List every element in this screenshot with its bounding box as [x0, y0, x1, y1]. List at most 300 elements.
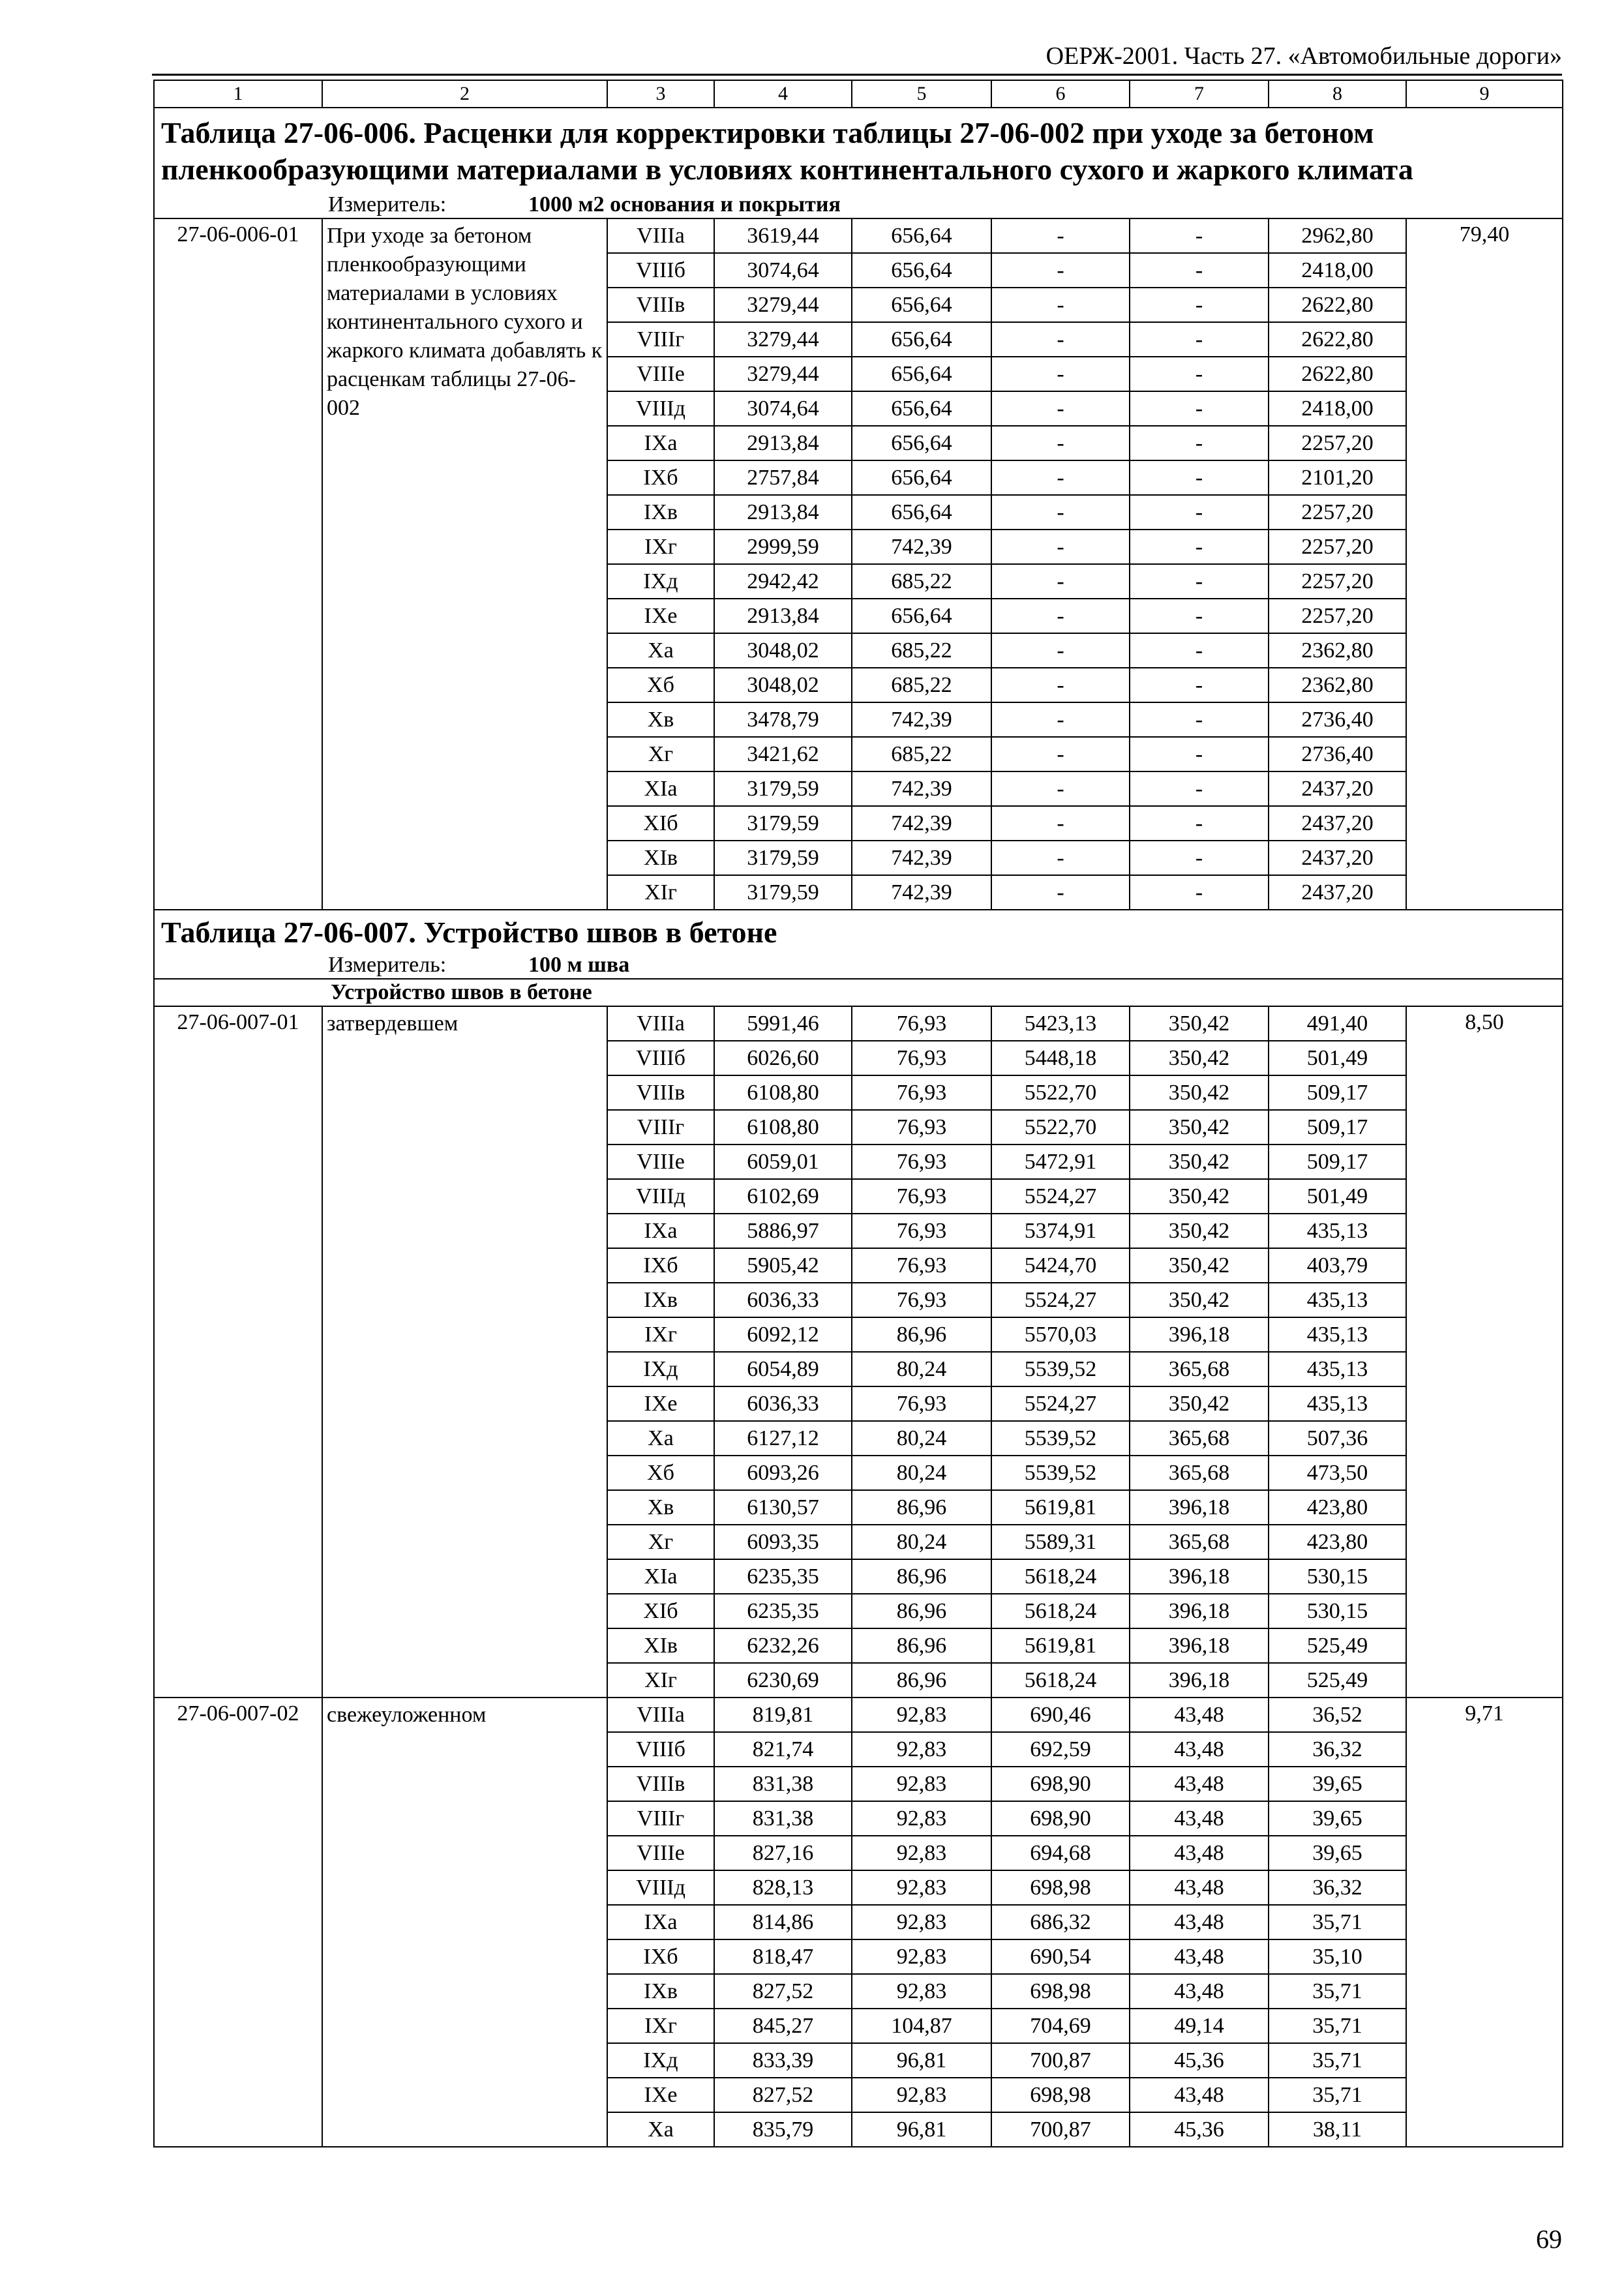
zone-cell: IXв	[607, 495, 714, 530]
table-007-title-row	[154, 910, 1563, 952]
zone-cell: IXе	[607, 599, 714, 633]
value-cell: 435,13	[1269, 1214, 1406, 1248]
value-cell: -	[991, 253, 1130, 288]
value-cell: 2362,80	[1269, 668, 1406, 702]
value-cell: 76,93	[852, 1214, 991, 1248]
measure-value: 1000 м2 основания и покрытия	[528, 192, 841, 217]
value-cell: 3048,02	[714, 668, 852, 702]
zone-cell: Xа	[607, 1421, 714, 1456]
value-cell: 694,68	[991, 1836, 1130, 1870]
value-cell: 5539,52	[991, 1456, 1130, 1490]
zone-cell: Xа	[607, 633, 714, 668]
table-006-title-row	[154, 108, 1563, 192]
value-cell: 656,64	[852, 426, 991, 460]
value-cell: -	[1130, 737, 1269, 771]
col9-value: 79,40	[1406, 218, 1563, 910]
value-cell: 2999,59	[714, 530, 852, 564]
value-cell: 92,83	[852, 1732, 991, 1767]
rate-description: свежеуложенном	[322, 1698, 607, 2147]
zone-cell: VIIIб	[607, 1041, 714, 1075]
zone-cell: VIIIа	[607, 1698, 714, 1732]
value-cell: -	[991, 771, 1130, 806]
value-cell: 92,83	[852, 1905, 991, 1939]
value-cell: -	[991, 460, 1130, 495]
value-cell: 530,15	[1269, 1559, 1406, 1594]
value-cell: 43,48	[1130, 1836, 1269, 1870]
value-cell: 473,50	[1269, 1456, 1406, 1490]
value-cell: -	[991, 218, 1130, 253]
value-cell: 35,71	[1269, 2078, 1406, 2112]
value-cell: 96,81	[852, 2043, 991, 2078]
value-cell: 5424,70	[991, 1248, 1130, 1283]
value-cell: -	[1130, 495, 1269, 530]
value-cell: -	[991, 841, 1130, 875]
value-cell: 2257,20	[1269, 530, 1406, 564]
value-cell: 819,81	[714, 1698, 852, 1732]
value-cell: 350,42	[1130, 1075, 1269, 1110]
value-cell: 350,42	[1130, 1386, 1269, 1421]
value-cell: 76,93	[852, 1075, 991, 1110]
value-cell: 2257,20	[1269, 599, 1406, 633]
value-cell: 435,13	[1269, 1283, 1406, 1317]
value-cell: 36,32	[1269, 1870, 1406, 1905]
value-cell: 742,39	[852, 702, 991, 737]
value-cell: 2757,84	[714, 460, 852, 495]
value-cell: 742,39	[852, 771, 991, 806]
value-cell: 700,87	[991, 2112, 1130, 2147]
value-cell: 350,42	[1130, 1006, 1269, 1041]
value-cell: 2913,84	[714, 495, 852, 530]
value-cell: 2437,20	[1269, 875, 1406, 910]
value-cell: 43,48	[1130, 1905, 1269, 1939]
value-cell: 2437,20	[1269, 806, 1406, 841]
value-cell: 656,64	[852, 357, 991, 391]
value-cell: 76,93	[852, 1283, 991, 1317]
zone-cell: IXе	[607, 1386, 714, 1421]
value-cell: -	[1130, 599, 1269, 633]
value-cell: 501,49	[1269, 1179, 1406, 1214]
value-cell: -	[991, 495, 1130, 530]
zone-cell: IXг	[607, 1317, 714, 1352]
zone-cell: VIIIа	[607, 218, 714, 253]
value-cell: 509,17	[1269, 1075, 1406, 1110]
value-cell: 698,90	[991, 1767, 1130, 1801]
value-cell: 5524,27	[991, 1179, 1130, 1214]
zone-cell: VIIIе	[607, 1144, 714, 1179]
value-cell: 423,80	[1269, 1525, 1406, 1559]
value-cell: 3179,59	[714, 875, 852, 910]
value-cell: 6059,01	[714, 1144, 852, 1179]
value-cell: 39,65	[1269, 1767, 1406, 1801]
value-cell: 3074,64	[714, 253, 852, 288]
value-cell: 835,79	[714, 2112, 852, 2147]
value-cell: -	[1130, 322, 1269, 357]
value-cell: 2257,20	[1269, 426, 1406, 460]
value-cell: 396,18	[1130, 1490, 1269, 1525]
value-cell: 3279,44	[714, 288, 852, 322]
value-cell: 6054,89	[714, 1352, 852, 1386]
value-cell: -	[1130, 530, 1269, 564]
zone-cell: Xв	[607, 702, 714, 737]
value-cell: 685,22	[852, 668, 991, 702]
value-cell: -	[991, 426, 1130, 460]
value-cell: -	[1130, 668, 1269, 702]
value-cell: 5374,91	[991, 1214, 1130, 1248]
value-cell: 742,39	[852, 875, 991, 910]
value-cell: 5448,18	[991, 1041, 1130, 1075]
header-rule	[152, 74, 1562, 76]
value-cell: 685,22	[852, 633, 991, 668]
value-cell: 656,64	[852, 391, 991, 426]
value-cell: 698,98	[991, 2078, 1130, 2112]
value-cell: 92,83	[852, 1698, 991, 1732]
section-heading: Устройство швов в бетоне	[154, 979, 1563, 1006]
value-cell: -	[1130, 253, 1269, 288]
zone-cell: XIб	[607, 1594, 714, 1628]
value-cell: 92,83	[852, 1870, 991, 1905]
value-cell: 35,10	[1269, 1939, 1406, 1974]
zone-cell: VIIIв	[607, 1767, 714, 1801]
value-cell: 818,47	[714, 1939, 852, 1974]
value-cell: 698,90	[991, 1801, 1130, 1836]
zone-cell: VIIIа	[607, 1006, 714, 1041]
measure-label: Измеритель:	[328, 192, 447, 217]
value-cell: 80,24	[852, 1421, 991, 1456]
value-cell: 690,54	[991, 1939, 1130, 1974]
value-cell: 509,17	[1269, 1110, 1406, 1144]
rate-code: 27-06-007-02	[154, 1698, 322, 2147]
value-cell: 3478,79	[714, 702, 852, 737]
value-cell: -	[991, 806, 1130, 841]
value-cell: 365,68	[1130, 1352, 1269, 1386]
value-cell: 6235,35	[714, 1594, 852, 1628]
value-cell: 5522,70	[991, 1110, 1130, 1144]
value-cell: 2622,80	[1269, 288, 1406, 322]
value-cell: 35,71	[1269, 2043, 1406, 2078]
value-cell: 2257,20	[1269, 564, 1406, 599]
page-number: 69	[1536, 2224, 1562, 2254]
value-cell: 43,48	[1130, 2078, 1269, 2112]
rates-table	[153, 80, 1563, 2147]
value-cell: 6026,60	[714, 1041, 852, 1075]
value-cell: 6093,26	[714, 1456, 852, 1490]
column-number: 3	[607, 80, 714, 108]
zone-cell: XIг	[607, 875, 714, 910]
value-cell: 76,93	[852, 1386, 991, 1421]
value-cell: -	[1130, 391, 1269, 426]
value-cell: 92,83	[852, 1939, 991, 1974]
running-header: ОЕРЖ-2001. Часть 27. «Автомобильные дороги»	[1045, 42, 1562, 70]
value-cell: 350,42	[1130, 1179, 1269, 1214]
value-cell: 43,48	[1130, 1870, 1269, 1905]
value-cell: -	[991, 875, 1130, 910]
value-cell: 35,71	[1269, 1974, 1406, 2009]
value-cell: 742,39	[852, 806, 991, 841]
zone-cell: IXб	[607, 1248, 714, 1283]
value-cell: 6102,69	[714, 1179, 852, 1214]
value-cell: 5991,46	[714, 1006, 852, 1041]
value-cell: -	[991, 530, 1130, 564]
value-cell: 43,48	[1130, 1767, 1269, 1801]
value-cell: 656,64	[852, 322, 991, 357]
value-cell: 742,39	[852, 530, 991, 564]
value-cell: 2913,84	[714, 426, 852, 460]
zone-cell: IXа	[607, 426, 714, 460]
value-cell: 2437,20	[1269, 771, 1406, 806]
value-cell: 827,16	[714, 1836, 852, 1870]
value-cell: 530,15	[1269, 1594, 1406, 1628]
value-cell: -	[991, 391, 1130, 426]
value-cell: 833,39	[714, 2043, 852, 2078]
value-cell: 92,83	[852, 1974, 991, 2009]
value-cell: 76,93	[852, 1006, 991, 1041]
table-007-measure	[154, 952, 1563, 979]
value-cell: -	[1130, 702, 1269, 737]
value-cell: 3421,62	[714, 737, 852, 771]
value-cell: 698,98	[991, 1974, 1130, 2009]
table-row	[154, 218, 1563, 253]
value-cell: 5539,52	[991, 1421, 1130, 1456]
value-cell: -	[1130, 875, 1269, 910]
value-cell: 396,18	[1130, 1628, 1269, 1663]
value-cell: 43,48	[1130, 1732, 1269, 1767]
value-cell: 76,93	[852, 1179, 991, 1214]
value-cell: 2418,00	[1269, 253, 1406, 288]
value-cell: 350,42	[1130, 1214, 1269, 1248]
value-cell: 6232,26	[714, 1628, 852, 1663]
value-cell: 76,93	[852, 1110, 991, 1144]
column-number: 2	[322, 80, 607, 108]
zone-cell: IXд	[607, 1352, 714, 1386]
value-cell: 3279,44	[714, 322, 852, 357]
zone-cell: Xг	[607, 1525, 714, 1559]
measure-label: Измеритель:	[328, 953, 447, 977]
value-cell: 80,24	[852, 1352, 991, 1386]
value-cell: 6108,80	[714, 1110, 852, 1144]
value-cell: 435,13	[1269, 1352, 1406, 1386]
value-cell: 509,17	[1269, 1144, 1406, 1179]
value-cell: 501,49	[1269, 1041, 1406, 1075]
value-cell: 350,42	[1130, 1248, 1269, 1283]
value-cell: 6036,33	[714, 1386, 852, 1421]
value-cell: 5524,27	[991, 1386, 1130, 1421]
value-cell: 6108,80	[714, 1075, 852, 1110]
value-cell: -	[1130, 288, 1269, 322]
zone-cell: VIIIд	[607, 1870, 714, 1905]
value-cell: 2962,80	[1269, 218, 1406, 253]
value-cell: 3179,59	[714, 806, 852, 841]
rate-code: 27-06-007-01	[154, 1006, 322, 1698]
value-cell: 96,81	[852, 2112, 991, 2147]
value-cell: 92,83	[852, 2078, 991, 2112]
value-cell: -	[991, 702, 1130, 737]
value-cell: 507,36	[1269, 1421, 1406, 1456]
value-cell: 2622,80	[1269, 357, 1406, 391]
value-cell: 49,14	[1130, 2009, 1269, 2043]
value-cell: 396,18	[1130, 1559, 1269, 1594]
table-006-measure	[154, 192, 1563, 218]
value-cell: -	[991, 737, 1130, 771]
value-cell: 3279,44	[714, 357, 852, 391]
value-cell: 704,69	[991, 2009, 1130, 2043]
zone-cell: XIв	[607, 1628, 714, 1663]
value-cell: 656,64	[852, 460, 991, 495]
value-cell: 827,52	[714, 1974, 852, 2009]
value-cell: 5618,24	[991, 1559, 1130, 1594]
value-cell: 36,32	[1269, 1732, 1406, 1767]
zone-cell: XIб	[607, 806, 714, 841]
value-cell: 86,96	[852, 1559, 991, 1594]
value-cell: -	[1130, 633, 1269, 668]
value-cell: -	[991, 633, 1130, 668]
value-cell: -	[991, 322, 1130, 357]
column-number: 1	[154, 80, 322, 108]
value-cell: 396,18	[1130, 1317, 1269, 1352]
value-cell: 38,11	[1269, 2112, 1406, 2147]
value-cell: 80,24	[852, 1525, 991, 1559]
zone-cell: Xа	[607, 2112, 714, 2147]
value-cell: 5589,31	[991, 1525, 1130, 1559]
value-cell: 821,74	[714, 1732, 852, 1767]
value-cell: 43,48	[1130, 1801, 1269, 1836]
value-cell: 690,46	[991, 1698, 1130, 1732]
value-cell: -	[1130, 357, 1269, 391]
zone-cell: IXб	[607, 460, 714, 495]
value-cell: 686,32	[991, 1905, 1130, 1939]
value-cell: 2362,80	[1269, 633, 1406, 668]
zone-cell: IXв	[607, 1974, 714, 2009]
table-row	[154, 1006, 1563, 1041]
value-cell: 5522,70	[991, 1075, 1130, 1110]
value-cell: 396,18	[1130, 1594, 1269, 1628]
value-cell: 700,87	[991, 2043, 1130, 2078]
value-cell: 692,59	[991, 1732, 1130, 1767]
zone-cell: VIIIд	[607, 391, 714, 426]
value-cell: 831,38	[714, 1801, 852, 1836]
zone-cell: VIIIб	[607, 253, 714, 288]
value-cell: 827,52	[714, 2078, 852, 2112]
value-cell: 80,24	[852, 1456, 991, 1490]
value-cell: 491,40	[1269, 1006, 1406, 1041]
value-cell: -	[1130, 841, 1269, 875]
value-cell: -	[1130, 806, 1269, 841]
zone-cell: Xг	[607, 737, 714, 771]
value-cell: 45,36	[1130, 2112, 1269, 2147]
zone-cell: Xб	[607, 668, 714, 702]
value-cell: 35,71	[1269, 1905, 1406, 1939]
table-006-title: Таблица 27-06-006. Расценки для корректировки таблицы 27-06-002 при уходе за бетоном пленкообразующими материалами в условиях континентального сухого и жаркого климата	[154, 108, 1563, 192]
value-cell: 36,52	[1269, 1698, 1406, 1732]
value-cell: 6230,69	[714, 1663, 852, 1698]
zone-cell: VIIIв	[607, 288, 714, 322]
value-cell: 350,42	[1130, 1283, 1269, 1317]
value-cell: 5619,81	[991, 1628, 1130, 1663]
zone-cell: XIа	[607, 771, 714, 806]
value-cell: 435,13	[1269, 1317, 1406, 1352]
value-cell: 2101,20	[1269, 460, 1406, 495]
zone-cell: XIа	[607, 1559, 714, 1594]
value-cell: 435,13	[1269, 1386, 1406, 1421]
value-cell: 39,65	[1269, 1801, 1406, 1836]
value-cell: 5472,91	[991, 1144, 1130, 1179]
measure-value: 100 м шва	[528, 953, 630, 977]
value-cell: 76,93	[852, 1248, 991, 1283]
zone-cell: VIIIе	[607, 357, 714, 391]
zone-cell: IXв	[607, 1283, 714, 1317]
value-cell: 5618,24	[991, 1663, 1130, 1698]
value-cell: 350,42	[1130, 1110, 1269, 1144]
value-cell: 831,38	[714, 1767, 852, 1801]
table-row	[154, 1698, 1563, 1732]
value-cell: 86,96	[852, 1490, 991, 1525]
value-cell: 3074,64	[714, 391, 852, 426]
value-cell: -	[1130, 218, 1269, 253]
value-cell: 76,93	[852, 1144, 991, 1179]
zone-cell: IXд	[607, 2043, 714, 2078]
value-cell: 742,39	[852, 841, 991, 875]
value-cell: 2437,20	[1269, 841, 1406, 875]
rate-code: 27-06-006-01	[154, 218, 322, 910]
column-numbers-row	[154, 80, 1563, 108]
value-cell: 6127,12	[714, 1421, 852, 1456]
zone-cell: IXг	[607, 530, 714, 564]
value-cell: 92,83	[852, 1801, 991, 1836]
table-006-measure-row	[154, 192, 1563, 218]
table-007-title: Таблица 27-06-007. Устройство швов в бетоне	[154, 910, 1563, 952]
zone-cell: IXа	[607, 1214, 714, 1248]
zone-cell: VIIIг	[607, 322, 714, 357]
value-cell: 656,64	[852, 288, 991, 322]
value-cell: 525,49	[1269, 1663, 1406, 1698]
table-007-measure-row	[154, 952, 1563, 979]
value-cell: 845,27	[714, 2009, 852, 2043]
value-cell: 6130,57	[714, 1490, 852, 1525]
value-cell: 6093,35	[714, 1525, 852, 1559]
value-cell: 76,93	[852, 1041, 991, 1075]
value-cell: 656,64	[852, 218, 991, 253]
value-cell: 6092,12	[714, 1317, 852, 1352]
column-number: 6	[991, 80, 1130, 108]
value-cell: 3048,02	[714, 633, 852, 668]
value-cell: 685,22	[852, 564, 991, 599]
value-cell: 5524,27	[991, 1283, 1130, 1317]
value-cell: 92,83	[852, 1767, 991, 1801]
zone-cell: VIIIг	[607, 1801, 714, 1836]
col9-value: 9,71	[1406, 1698, 1563, 2147]
zone-cell: VIIIб	[607, 1732, 714, 1767]
value-cell: -	[991, 599, 1130, 633]
zone-cell: XIг	[607, 1663, 714, 1698]
value-cell: 5539,52	[991, 1352, 1130, 1386]
value-cell: -	[1130, 771, 1269, 806]
zone-cell: VIIIе	[607, 1836, 714, 1870]
value-cell: 86,96	[852, 1628, 991, 1663]
zone-cell: VIIIв	[607, 1075, 714, 1110]
col9-value: 8,50	[1406, 1006, 1563, 1698]
value-cell: 5618,24	[991, 1594, 1130, 1628]
value-cell: 5905,42	[714, 1248, 852, 1283]
value-cell: 525,49	[1269, 1628, 1406, 1663]
value-cell: 5619,81	[991, 1490, 1130, 1525]
zone-cell: Xб	[607, 1456, 714, 1490]
value-cell: 365,68	[1130, 1456, 1269, 1490]
value-cell: 698,98	[991, 1870, 1130, 1905]
value-cell: 365,68	[1130, 1421, 1269, 1456]
value-cell: -	[991, 288, 1130, 322]
value-cell: 43,48	[1130, 1974, 1269, 2009]
value-cell: 396,18	[1130, 1663, 1269, 1698]
zone-cell: IXг	[607, 2009, 714, 2043]
